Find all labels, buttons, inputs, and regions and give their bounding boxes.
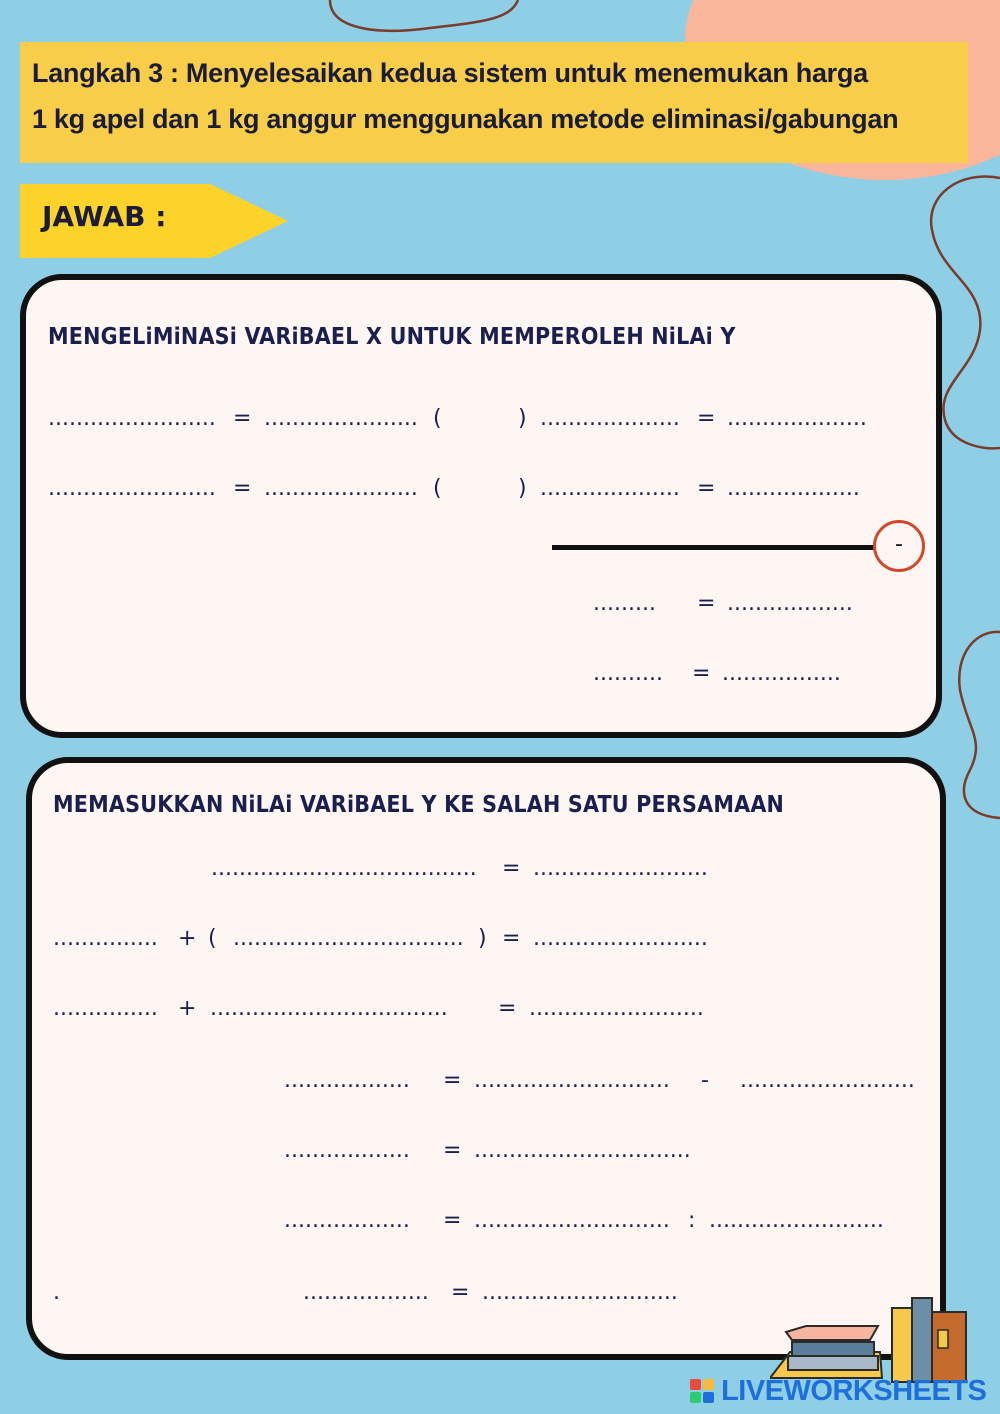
open-paren: (: [208, 926, 217, 951]
answer-blank[interactable]: .........................: [529, 996, 704, 1021]
open-paren: (: [433, 476, 442, 501]
answer-blank[interactable]: ............................: [482, 1280, 678, 1305]
answer-blank[interactable]: ...................: [727, 476, 860, 501]
equals-sign: =: [692, 661, 711, 686]
answer-blank[interactable]: ...............: [53, 996, 158, 1021]
answer-blank[interactable]: ..................: [303, 1280, 429, 1305]
equals-sign: =: [697, 476, 716, 501]
answer-blank[interactable]: ........................: [48, 406, 216, 431]
liveworksheets-mark-icon: [690, 1379, 716, 1405]
stray-dot: .: [53, 1280, 60, 1305]
equals-sign: =: [697, 406, 716, 431]
substitution-panel: [26, 757, 946, 1360]
elimination-title: MENGELiMiNASi VARiBAEL X UNTUK MEMPEROLEH NiLAi Y: [48, 324, 736, 350]
equals-sign: =: [443, 1208, 462, 1233]
answer-blank[interactable]: ..................: [284, 1208, 410, 1233]
answer-blank[interactable]: .........................: [709, 1208, 884, 1233]
answer-blank[interactable]: .........................: [533, 856, 708, 881]
answer-blank[interactable]: .........................: [533, 926, 708, 951]
equals-sign: =: [498, 996, 517, 1021]
answer-blank[interactable]: ......................: [264, 406, 418, 431]
answer-blank[interactable]: ........................: [48, 476, 216, 501]
jawab-banner: [20, 184, 288, 258]
equals-sign: =: [451, 1280, 470, 1305]
answer-blank[interactable]: ............................: [474, 1068, 670, 1093]
open-paren: (: [433, 406, 442, 431]
jawab-label: JAWAB :: [42, 200, 167, 233]
answer-blank[interactable]: ....................: [540, 406, 680, 431]
answer-blank[interactable]: .........: [593, 591, 656, 616]
answer-blank[interactable]: ..................: [284, 1068, 410, 1093]
equals-sign: =: [502, 926, 521, 951]
substitution-title: MEMASUKKAN NiLAi VARiBAEL Y KE SALAH SATU PERSAMAAN: [53, 792, 785, 818]
answer-blank[interactable]: ...............: [53, 926, 158, 951]
equals-sign: =: [443, 1068, 462, 1093]
close-paren: ): [518, 476, 527, 501]
answer-blank[interactable]: .................: [722, 661, 841, 686]
answer-blank[interactable]: ............................: [474, 1208, 670, 1233]
plus-sign: +: [178, 926, 197, 951]
close-paren: ): [518, 406, 527, 431]
liveworksheets-wordmark: LIVEWORKSHEETS: [721, 1375, 987, 1407]
divide-sign: :: [688, 1208, 696, 1233]
minus-sign: -: [701, 1068, 709, 1093]
answer-blank[interactable]: ......................: [264, 476, 418, 501]
answer-blank[interactable]: .................................: [233, 926, 464, 951]
subtraction-rule: [552, 545, 874, 550]
equals-sign: =: [502, 856, 521, 881]
minus-operator-icon: -: [873, 520, 925, 572]
instruction-header: [20, 42, 968, 163]
close-paren: ): [478, 926, 487, 951]
answer-blank[interactable]: ......................................: [211, 856, 477, 881]
answer-blank[interactable]: ....................: [540, 476, 680, 501]
answer-blank[interactable]: ..........: [593, 661, 663, 686]
equals-sign: =: [233, 406, 252, 431]
equals-sign: =: [443, 1138, 462, 1163]
instruction-line-2: 1 kg apel dan 1 kg anggur menggunakan metode eliminasi/gabungan: [32, 104, 899, 134]
answer-blank[interactable]: ..................: [727, 591, 853, 616]
equals-sign: =: [697, 591, 716, 616]
answer-blank[interactable]: ..................................: [210, 996, 448, 1021]
answer-blank[interactable]: ....................: [727, 406, 867, 431]
liveworksheets-logo: [690, 1375, 986, 1409]
instruction-line-1: Langkah 3 : Menyelesaikan kedua sistem untuk menemukan harga: [32, 58, 868, 88]
equals-sign: =: [233, 476, 252, 501]
plus-sign: +: [178, 996, 197, 1021]
answer-blank[interactable]: ...............................: [474, 1138, 691, 1163]
answer-blank[interactable]: ..................: [284, 1138, 410, 1163]
answer-blank[interactable]: .........................: [740, 1068, 915, 1093]
